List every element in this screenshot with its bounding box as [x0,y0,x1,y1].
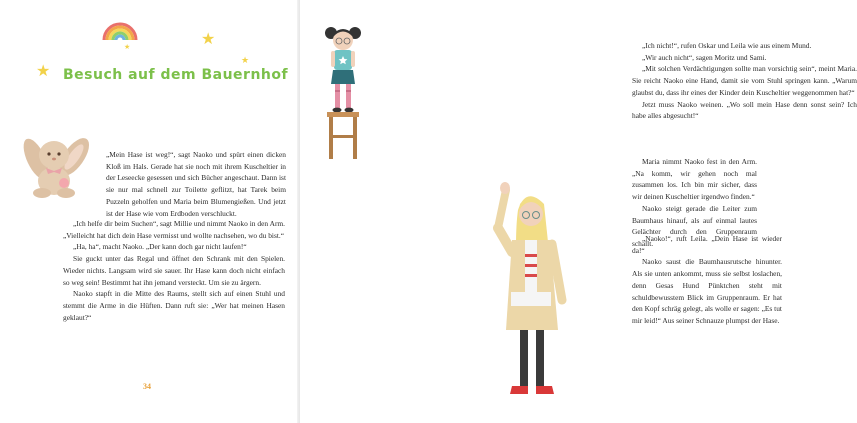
paragraph: „Ha, ha“, macht Naoko. „Der kann doch gar nicht laufen!“ [73,242,247,252]
page-number: 34 [143,382,151,391]
paragraph: „Naoko!“, ruft Leila. „Dein Hase ist wieder da!“ [632,234,782,255]
waving-girl-illustration [476,180,576,410]
story-text-block [632,40,857,122]
left-page [0,0,300,423]
paragraph: Naoko stapft in die Mitte des Raums, stellt sich auf einen Stuhl und stemmt die Arme in die Hüften. Dann ruft sie: „Wer hat meinen Hasen geklaut?“ [63,289,285,322]
chapter-title: Besuch auf dem Bauernhof [63,67,289,83]
story-text-block [106,149,286,219]
star-icon: ★ [124,43,131,51]
paragraph: Naoko steigt gerade die Leiter zum Baumhaus hinauf, als auf einmal lautes Gelächter durch den Gruppenraum schallt. [632,203,757,248]
star-icon: ★ [36,63,51,80]
star-icon: ★ [241,55,250,65]
rainbow-illustration [100,18,140,44]
right-page [300,0,857,423]
star-icon: ★ [201,31,216,48]
paragraph: „Ich helfe dir beim Suchen“, sagt Millie und nimmt Naoko in den Arm. „Vielleicht hat dich dein Hase vermisst und wollte nachsehen, wo du bist.“ [63,219,285,240]
story-text-block [632,233,782,327]
bunny-illustration [10,127,102,199]
girl-on-chair-illustration [320,20,366,170]
paragraph: „Mein Hase ist weg!“, sagt Naoko und spürt einen dicken Kloß im Hals. Gerade hat sie noch mit ihrem Kuscheltier in der Leseecke gesessen und sich Bücher angeschaut. Dann ist sie nur mal schnell zur Toilette geflitzt, hat Tarek beim Puzzeln geholfen und Maria beim Blumengießen. Und jetzt ist der Hase wie vom Erdboden verschluckt. [106,150,286,218]
paragraph: Maria nimmt Naoko fest in den Arm. „Na komm, wir gehen noch mal zusammen los. Ich bin mir sicher, dass wir deinen Kuscheltier irgendwo finden.“ [632,157,757,202]
paragraph: „Ich nicht!“, rufen Oskar und Leila wie aus einem Mund. [642,41,812,50]
paragraph: Naoko saust die Baumhausrutsche hinunter. Als sie unten ankommt, muss sie selbst loslachen, denn Gesas Hund Pünktchen steht mit schuldbewusstem Blick im Gruppenraum. Er hat den Kopf schräg gelegt, als wolle er sagen: „Es tut mir leid!“ Aus seiner Schnauze plumpst der Hase. [632,257,782,325]
story-text-block [63,218,285,323]
paragraph: „Mit solchen Verdächtigungen sollte man vorsichtig sein“, meint Maria. Sie reicht Naoko eine Hand, damit sie vom Stuhl springen kann. „Warum glaubst du, dass ihr eines der Kinder dein Kuscheltier weggenommen hat?“ [632,64,857,97]
paragraph: „Wir auch nicht“, sagen Moritz und Sami. [642,52,767,62]
paragraph: Sie guckt unter das Regal und öffnet den Schrank mit den Spielen. Wieder nichts. Langsam wird sie sauer. Ihr Hase kann doch nicht einfach so weg sein! Bestimmt hat ihn jemand versteckt. Um sie zu ärgern. [63,254,285,287]
paragraph: Jetzt muss Naoko weinen. „Wo soll mein Hase denn sonst sein? Ich habe alles abgesucht!“ [632,99,857,121]
